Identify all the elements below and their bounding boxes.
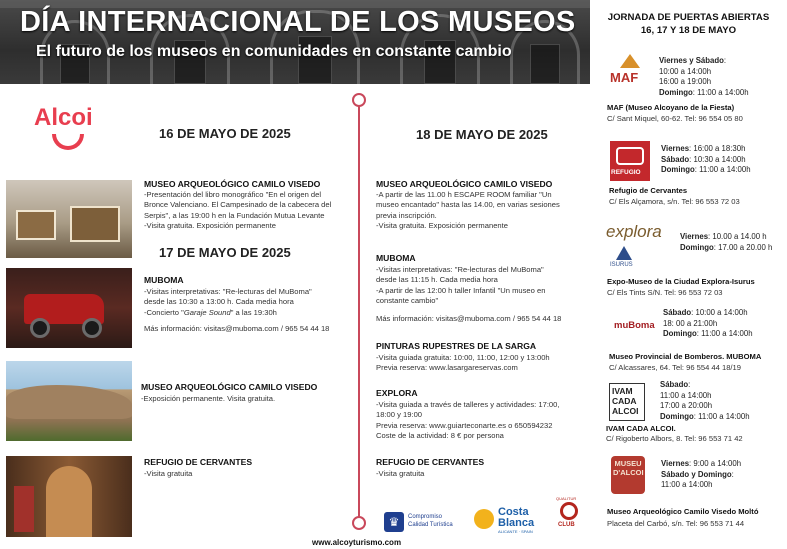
- event-title: MUBOMA: [144, 275, 184, 285]
- sidebar-heading-dates: 16, 17 Y 18 DE MAYO: [640, 25, 737, 36]
- qualitur-club-logo: QUALITUR CLUB: [556, 496, 577, 528]
- museu-alcoi-logo: MUSEU D'ALCOI: [611, 456, 645, 494]
- ivam-logo: IVAM CADA ALCOI: [609, 383, 645, 421]
- header-banner: [0, 0, 590, 84]
- museum-address: Placeta del Carbó, s/n. Tel: 96 553 71 44: [607, 519, 745, 528]
- page-title: DÍA INTERNACIONAL DE LOS MUSEOS: [20, 6, 576, 38]
- muboma-logo: muBoma: [614, 320, 655, 331]
- q-mark-icon: ♛: [384, 512, 404, 532]
- event-description: -Visita guiada gratuita: 10:00, 11:00, 12:00 y 13:00h Previa reserva: www.lasargareservas.com: [376, 353, 550, 373]
- event-title: MUSEO ARQUEOLÓGICO CAMILO VISEDO: [141, 382, 318, 392]
- museum-interior-photo: [6, 180, 132, 258]
- contact-info: Más información: visitas@muboma.com / 965 54 44 18: [376, 314, 562, 323]
- opening-hours: Viernes: 16:00 a 18:30h Sábado: 10:30 a 14:00h Domingo: 11:00 a 14:00h: [661, 144, 751, 175]
- event-description: -Visitas interpretativas: "Re-lecturas del MuBoma" desde las 11:15 h. Cada media hora -A partir de las 12:00 h taller Infantil "Un museo en constante cambio": [376, 265, 546, 306]
- contact-info: Más información: visitas@muboma.com / 965 54 44 18: [144, 324, 330, 333]
- event-title: PINTURAS RUPESTRES DE LA SARGA: [376, 341, 537, 351]
- event-title: MUBOMA: [376, 253, 416, 263]
- sun-icon: [474, 509, 494, 529]
- event-title: MUSEO ARQUEOLÓGICO CAMILO VISEDO: [376, 179, 553, 189]
- date-heading-16: 16 DE MAYO DE 2025: [159, 126, 291, 141]
- museum-name: Refugio de Cervantes: [609, 186, 688, 195]
- sidebar-heading: JORNADA DE PUERTAS ABIERTAS: [607, 12, 770, 23]
- fire-truck-photo: [6, 268, 132, 348]
- timeline-bottom-dot: [352, 516, 366, 530]
- timeline-top-dot: [352, 93, 366, 107]
- calidad-turistica-logo: ♛ Compromiso Calidad Turística: [384, 512, 470, 534]
- opening-hours: Viernes y Sábado: 10:00 a 14:00h 16:00 a 19:00h Domingo: 11:00 a 14:00h: [659, 56, 749, 97]
- event-description: -Visita gratuita: [376, 469, 425, 478]
- refuge-tunnel-photo: [6, 456, 132, 537]
- event-description: -A partir de las 11.00 h ESCAPE ROOM familiar "Un museo encantado" hasta las 14.00, en varias sesiones previa inscripción. -Visita gratuita. Exposición permanente: [376, 190, 560, 231]
- date-heading-17: 17 DE MAYO DE 2025: [159, 245, 291, 260]
- museum-address: C/ Alcassares, 64. Tel: 96 554 44 18/19: [609, 363, 741, 372]
- event-description: -Exposición permanente. Visita gratuita.: [141, 394, 276, 403]
- costa-blanca-logo: Costa Blanca ALICANTE · SPAIN: [474, 506, 546, 536]
- smile-icon: [52, 134, 84, 150]
- opening-hours: Viernes: 9:00 a 14:00h Sábado y Domingo: 11:00 a 14:00h: [661, 459, 742, 490]
- museum-name: IVAM CADA ALCOI.: [606, 424, 676, 433]
- museum-address: C/ Rigoberto Albors, 8. Tel: 96 553 71 42: [606, 434, 743, 443]
- museum-name: Museo Arqueológico Camilo Visedo Moltó: [607, 507, 759, 516]
- museum-address: C/ Els Alçamora, s/n. Tel: 96 553 72 03: [609, 197, 740, 206]
- timeline-line: [358, 104, 360, 520]
- alcoi-logo-text: Alcoi: [34, 104, 93, 131]
- event-description: -Visita guiada a través de talleres y actividades: 17:00, 18:00 y 19:00 Previa reserva: www.guiarteconarte.es o 650594232 Coste de la actividad: 8 € por persona: [376, 400, 560, 441]
- opening-hours: Sábado: 11:00 a 14:00h 17:00 a 20:00h Domingo: 11:00 a 14:00h: [660, 380, 750, 421]
- museum-name: MAF (Museo Alcoyano de la Fiesta): [607, 103, 735, 112]
- maf-logo: MAF: [610, 54, 652, 90]
- explora-logo: explora ISURUS: [606, 222, 662, 268]
- opening-hours: Viernes: 10.00 a 14.00 h Domingo: 17.00 a 20.00 h: [680, 232, 773, 252]
- event-description: -Presentación del libro monográfico "En el origen del Bronce Valenciano. El Campesinado de la cabecera del Serpis", a las 19:00 h en la Fundación Mutua Levante -Visita gratuita. Exposición permanente: [144, 190, 332, 231]
- date-heading-18: 18 DE MAYO DE 2025: [416, 127, 548, 142]
- event-title: REFUGIO DE CERVANTES: [376, 457, 485, 467]
- rock-shelter-photo: [6, 361, 132, 441]
- event-description: -Concierto "Garaje Sound" a las 19:30h: [144, 308, 277, 317]
- museum-address: C/ Sant Miquel, 60-62. Tel: 96 554 05 80: [607, 114, 743, 123]
- museum-name: Expo-Museo de la Ciudad Explora-Isurus: [607, 277, 755, 286]
- refugio-logo: REFUGIO: [610, 141, 650, 181]
- alcoi-logo: [30, 98, 110, 160]
- open-days-sidebar: [590, 0, 787, 549]
- event-title: EXPLORA: [376, 388, 418, 398]
- event-description: -Visitas interpretativas: "Re-lecturas del MuBoma" desde las 10:30 a 13:00 h. Cada media hora: [144, 287, 312, 307]
- website-link[interactable]: www.alcoyturismo.com: [312, 538, 402, 547]
- opening-hours: Sábado: 10:00 a 14:00h 18: 00 a 21:00h Domingo: 11:00 a 14:00h: [663, 308, 753, 339]
- museum-address: C/ Els Tints S/N. Tel: 96 553 72 03: [607, 288, 723, 297]
- page-subtitle: El futuro de los museos en comunidades en constante cambio: [36, 43, 512, 60]
- museum-name: Museo Provincial de Bomberos. MUBOMA: [609, 352, 762, 361]
- event-title: MUSEO ARQUEOLÓGICO CAMILO VISEDO: [144, 179, 321, 189]
- event-title: REFUGIO DE CERVANTES: [144, 457, 253, 467]
- event-description: -Visita gratuita: [144, 469, 193, 478]
